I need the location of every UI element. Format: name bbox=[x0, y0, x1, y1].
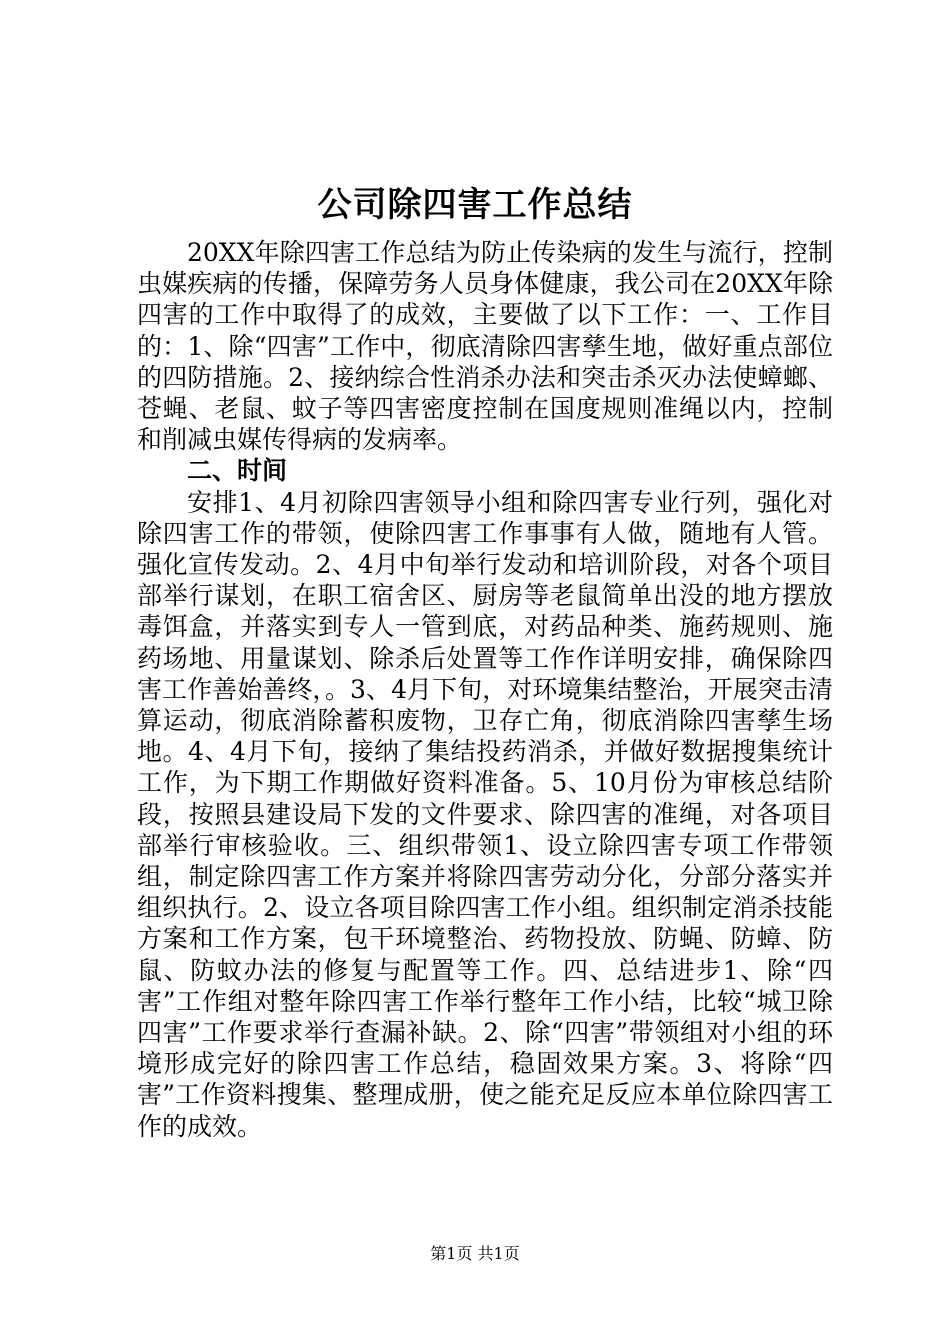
page-number-footer: 第1页 共1页 bbox=[430, 1244, 520, 1263]
document-body bbox=[137, 237, 833, 1142]
paragraph-arrangement: 安排1、4月初除四害领导小组和除四害专业行列，强化对除四害工作的带领，使除四害工作事事有人做，随地有人管。强化宣传发动。2、4月中旬举行发动和培训阶段，对各个项目部举行谋划，在职工宿舍区、厨房等老鼠简单出没的地方摆放毒饵盒，并落实到专人一管到底，对药品种类、施药规则、施药场地、用量谋划、除杀后处置等工作作详明安排，确保除四害工作善始善终，。3、4月下旬，对环境集结整治，开展突击清算运动，彻底消除蓄积废物，卫存亡角，彻底消除四害孳生场地。4、4月下旬，接纳了集结投药消杀，并做好数据搜集统计工作，为下期工作期做好资料准备。5、10月份为审核总结阶段，按照县建设局下发的文件要求、除四害的准绳，对各项目部举行审核验收。三、组织带领1、设立除四害专项工作带领组，制定除四害工作方案并将除四害劳动分化，分部分落实并组织执行。2、设立各项目除四害工作小组。组织制定消杀技能方案和工作方案，包干环境整治、药物投放、防蝇、防蟑、防鼠、防蚊办法的修复与配置等工作。四、总结进步1、除“四害”工作组对整年除四害工作举行整年工作小结，比较“城卫除四害”工作要求举行查漏补缺。2、除“四害”带领组对小组的环境形成完好的除四害工作总结，稳固效果方案。3、将除“四害”工作资料搜集、整理成册，使之能充足反应本单位除四害工作的成效。 bbox=[137, 487, 833, 1141]
paragraph-intro: 20XX年除四害工作总结为防止传染病的发生与流行，控制虫媒疾病的传播，保障劳务人员身体健康，我公司在20XX年除四害的工作中取得了的成效，主要做了以下工作：一、工作目的：1、除“四害”工作中，彻底清除四害孳生地，做好重点部位的四防措施。2、接纳综合性消杀办法和突击杀灭办法使蟑螂、苍蝇、老鼠、蚊子等四害密度控制在国度规则准绳以内，控制和削减虫媒传得病的发病率。 bbox=[137, 238, 833, 455]
section-heading-time: 二、时间 bbox=[187, 456, 288, 486]
page-title: 公司除四害工作总结 bbox=[317, 185, 633, 225]
